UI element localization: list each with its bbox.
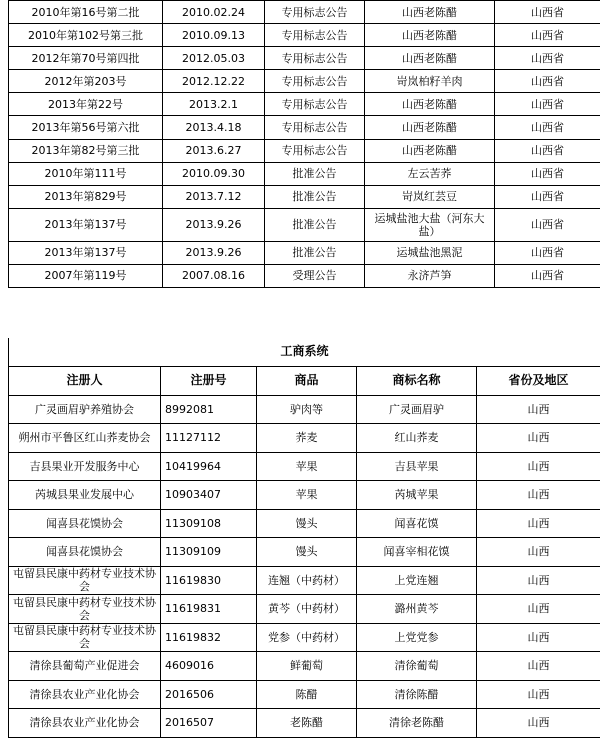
goods: 馒头 [257,538,357,567]
announcement-type: 专用标志公告 [265,1,365,24]
province: 山西省 [495,264,600,287]
table-row [9,395,600,424]
trademark-table-body [9,395,600,737]
registration-number: 11309108 [161,509,257,538]
product-name: 左云苦荞 [365,162,495,185]
announcement-number: 2012年第203号 [9,70,163,93]
product-name: 山西老陈醋 [365,47,495,70]
trademark-name: 闻喜宰相花馍 [357,538,477,567]
product-name: 山西老陈醋 [365,139,495,162]
registration-number: 4609016 [161,652,257,681]
goods: 鲜葡萄 [257,652,357,681]
registration-number: 10419964 [161,452,257,481]
province-area: 山西 [477,509,600,538]
section-title: 工商系统 [9,338,600,366]
table-row [9,264,600,287]
trademark-name: 红山荞麦 [357,424,477,453]
trademark-name: 清徐老陈醋 [357,709,477,738]
table-row [9,595,600,624]
province-area: 山西 [477,538,600,567]
goods: 苹果 [257,452,357,481]
announcement-number: 2010年第16号第二批 [9,1,163,24]
province-area: 山西 [477,452,600,481]
table-row [9,1,600,24]
announcement-number: 2012年第70号第四批 [9,47,163,70]
table-row [9,139,600,162]
registration-number: 10903407 [161,481,257,510]
goods: 驴肉等 [257,395,357,424]
registration-number: 11127112 [161,424,257,453]
registrant: 闻喜县花馍协会 [9,538,161,567]
registrant: 朔州市平鲁区红山荞麦协会 [9,424,161,453]
registration-number: 11619831 [161,595,257,624]
province: 山西省 [495,47,600,70]
announcement-date: 2007.08.16 [163,264,265,287]
goods: 苹果 [257,481,357,510]
product-name: 山西老陈醋 [365,24,495,47]
table-row [9,424,600,453]
registration-number: 11309109 [161,538,257,567]
table-row [9,47,600,70]
goods: 党参（中药材） [257,623,357,652]
announcement-date: 2013.9.26 [163,241,265,264]
header-province: 省份及地区 [477,366,600,395]
trademark-name: 吉县苹果 [357,452,477,481]
announcement-number: 2010年第111号 [9,162,163,185]
product-name: 永济芦笋 [365,264,495,287]
announcement-number: 2013年第829号 [9,185,163,208]
header-mark-name: 商标名称 [357,366,477,395]
registration-number: 11619830 [161,566,257,595]
header-reg-number: 注册号 [161,366,257,395]
trademark-name: 上党党参 [357,623,477,652]
province-area: 山西 [477,680,600,709]
announcement-date: 2010.09.30 [163,162,265,185]
province: 山西省 [495,185,600,208]
registrant: 吉县果业开发服务中心 [9,452,161,481]
announcement-date: 2013.4.18 [163,116,265,139]
registrant: 屯留县民康中药材专业技术协会 [9,595,161,624]
table-row [9,452,600,481]
goods: 荞麦 [257,424,357,453]
province-area: 山西 [477,395,600,424]
trademark-name: 芮城苹果 [357,481,477,510]
table-row [9,116,600,139]
province: 山西省 [495,116,600,139]
announcement-number: 2013年第137号 [9,208,163,241]
table-row [9,70,600,93]
header-goods: 商品 [257,366,357,395]
province: 山西省 [495,162,600,185]
announcement-number: 2010年第102号第三批 [9,24,163,47]
announcement-type: 批准公告 [265,208,365,241]
registration-number: 8992081 [161,395,257,424]
table-row [9,709,600,738]
announcement-date: 2012.12.22 [163,70,265,93]
announcement-date: 2013.2.1 [163,93,265,116]
province: 山西省 [495,241,600,264]
product-name: 山西老陈醋 [365,1,495,24]
product-name: 运城盐池黑泥 [365,241,495,264]
province-area: 山西 [477,623,600,652]
province-area: 山西 [477,481,600,510]
registrant: 芮城县果业发展中心 [9,481,161,510]
announcement-type: 专用标志公告 [265,24,365,47]
registrant: 清徐县农业产业化协会 [9,680,161,709]
registrant: 屯留县民康中药材专业技术协会 [9,566,161,595]
table-row [9,538,600,567]
province: 山西省 [495,208,600,241]
table-row [9,566,600,595]
product-name: 山西老陈醋 [365,93,495,116]
trademark-name: 潞州黄芩 [357,595,477,624]
table-row [9,185,600,208]
province-area: 山西 [477,424,600,453]
product-name: 岢岚红芸豆 [365,185,495,208]
announcement-number: 2013年第56号第六批 [9,116,163,139]
registrant: 广灵画眉驴养殖协会 [9,395,161,424]
product-name: 运城盐池大盐（河东大盐） [365,208,495,241]
trademark-name: 闻喜花馍 [357,509,477,538]
announcement-type: 批准公告 [265,185,365,208]
trademark-name: 广灵画眉驴 [357,395,477,424]
province: 山西省 [495,93,600,116]
announcement-type: 专用标志公告 [265,70,365,93]
product-name: 山西老陈醋 [365,116,495,139]
announcement-date: 2010.02.24 [163,1,265,24]
section-title-row [9,338,600,366]
table-row [9,241,600,264]
table-row [9,24,600,47]
goods: 老陈醋 [257,709,357,738]
registrant: 屯留县民康中药材专业技术协会 [9,623,161,652]
province: 山西省 [495,1,600,24]
announcement-date: 2013.7.12 [163,185,265,208]
announcement-table [8,0,600,288]
registration-number: 2016507 [161,709,257,738]
province: 山西省 [495,70,600,93]
table-row [9,509,600,538]
goods: 连翘（中药材） [257,566,357,595]
registration-number: 11619832 [161,623,257,652]
registrant: 清徐县农业产业化协会 [9,709,161,738]
trademark-name: 上党连翘 [357,566,477,595]
registration-number: 2016506 [161,680,257,709]
province: 山西省 [495,139,600,162]
announcement-type: 专用标志公告 [265,116,365,139]
province-area: 山西 [477,595,600,624]
table-row [9,208,600,241]
goods: 黄芩（中药材） [257,595,357,624]
announcement-date: 2013.9.26 [163,208,265,241]
announcement-date: 2010.09.13 [163,24,265,47]
table-row [9,680,600,709]
header-registrant: 注册人 [9,366,161,395]
announcement-type: 专用标志公告 [265,93,365,116]
product-name: 岢岚柏籽羊肉 [365,70,495,93]
province: 山西省 [495,24,600,47]
table-row [9,93,600,116]
table-row [9,623,600,652]
announcement-table-body [9,1,600,288]
table-row [9,652,600,681]
announcement-type: 批准公告 [265,162,365,185]
table-row [9,162,600,185]
announcement-type: 专用标志公告 [265,47,365,70]
registrant: 闻喜县花馍协会 [9,509,161,538]
announcement-number: 2013年第82号第三批 [9,139,163,162]
announcement-date: 2012.05.03 [163,47,265,70]
trademark-name: 清徐陈醋 [357,680,477,709]
province-area: 山西 [477,652,600,681]
trademark-name: 清徐葡萄 [357,652,477,681]
registrant: 清徐县葡萄产业促进会 [9,652,161,681]
announcement-number: 2013年第22号 [9,93,163,116]
province-area: 山西 [477,709,600,738]
announcement-type: 批准公告 [265,241,365,264]
announcement-number: 2013年第137号 [9,241,163,264]
province-area: 山西 [477,566,600,595]
goods: 陈醋 [257,680,357,709]
table-row [9,481,600,510]
goods: 馒头 [257,509,357,538]
page-edge [0,0,8,738]
announcement-number: 2007年第119号 [9,264,163,287]
trademark-table [8,338,600,738]
announcement-type: 受理公告 [265,264,365,287]
table-header-row [9,366,600,395]
announcement-date: 2013.6.27 [163,139,265,162]
announcement-type: 专用标志公告 [265,139,365,162]
